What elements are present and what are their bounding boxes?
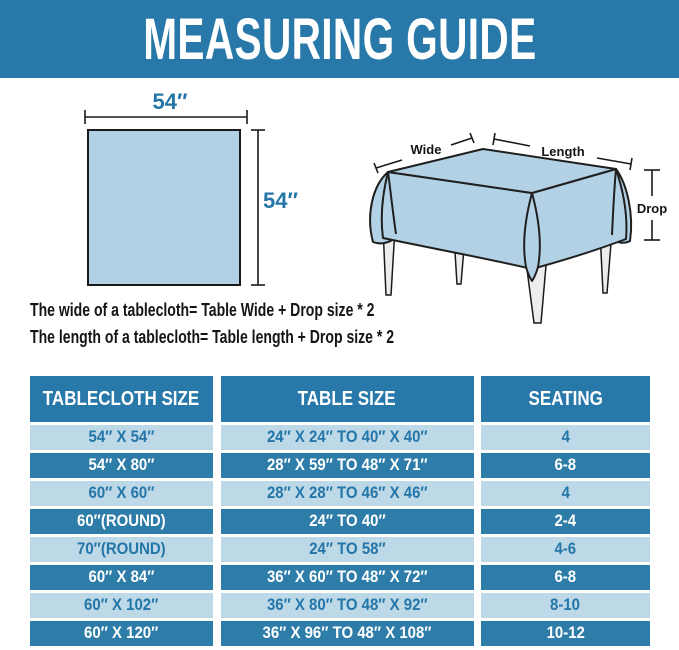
seating-cell: 2-4 bbox=[481, 509, 650, 535]
seating-cell: 8-10 bbox=[481, 593, 650, 619]
tablecloth-size-cell: 60″ X 60″ bbox=[30, 481, 213, 507]
column-header-seating: SEATING bbox=[481, 376, 650, 422]
seating-cell: 6-8 bbox=[481, 565, 650, 591]
table-size-cell: 36″ X 96″ TO 48″ X 108″ bbox=[221, 621, 474, 647]
tablecloth-size-cell: 70″(ROUND) bbox=[30, 537, 213, 563]
table-size-cell: 36″ X 60″ TO 48″ X 72″ bbox=[221, 565, 474, 591]
seating-cell: 4-6 bbox=[481, 537, 650, 563]
size-chart-table bbox=[30, 376, 650, 646]
seating-cell: 6-8 bbox=[481, 453, 650, 479]
square-height-label: 54″ bbox=[263, 188, 299, 213]
page-title: MEASURING GUIDE bbox=[142, 6, 537, 72]
table-size-cell: 24″ X 24″ TO 40″ X 40″ bbox=[221, 425, 474, 451]
table-size-cell: 36″ X 80″ TO 48″ X 92″ bbox=[221, 593, 474, 619]
tablecloth-square bbox=[88, 130, 240, 285]
square-tablecloth-diagram bbox=[28, 90, 328, 302]
seating-cell: 4 bbox=[481, 481, 650, 507]
tablecloth-size-cell: 54″ X 80″ bbox=[30, 453, 213, 479]
table-size-cell: 28″ X 59″ TO 48″ X 71″ bbox=[221, 453, 474, 479]
drop-label: Drop bbox=[636, 201, 668, 216]
square-width-label: 54″ bbox=[152, 90, 188, 114]
length-formula: The length of a tablecloth= Table length + Drop size * 2 bbox=[30, 327, 395, 347]
header-banner bbox=[0, 0, 679, 78]
table-size-cell: 24″ TO 58″ bbox=[221, 537, 474, 563]
draped-table-illustration bbox=[350, 92, 679, 332]
seating-cell: 4 bbox=[481, 425, 650, 451]
table-size-cell: 28″ X 28″ TO 46″ X 46″ bbox=[221, 481, 474, 507]
length-label: Length bbox=[541, 144, 585, 159]
tablecloth-size-cell: 60″(ROUND) bbox=[30, 509, 213, 535]
wide-formula: The wide of a tablecloth= Table Wide + Drop size * 2 bbox=[30, 300, 375, 320]
tablecloth-size-cell: 60″ X 84″ bbox=[30, 565, 213, 591]
wide-label: Wide bbox=[410, 142, 442, 157]
table-size-cell: 24″ TO 40″ bbox=[221, 509, 474, 535]
seating-cell: 10-12 bbox=[481, 621, 650, 647]
tablecloth-size-cell: 60″ X 102″ bbox=[30, 593, 213, 619]
column-header-table-size: TABLE SIZE bbox=[221, 376, 474, 422]
tablecloth-size-cell: 60″ X 120″ bbox=[30, 621, 213, 647]
tablecloth-size-cell: 54″ X 54″ bbox=[30, 425, 213, 451]
tablecloth-drape bbox=[370, 149, 631, 281]
column-header-tablecloth-size: TABLECLOTH SIZE bbox=[30, 376, 213, 422]
